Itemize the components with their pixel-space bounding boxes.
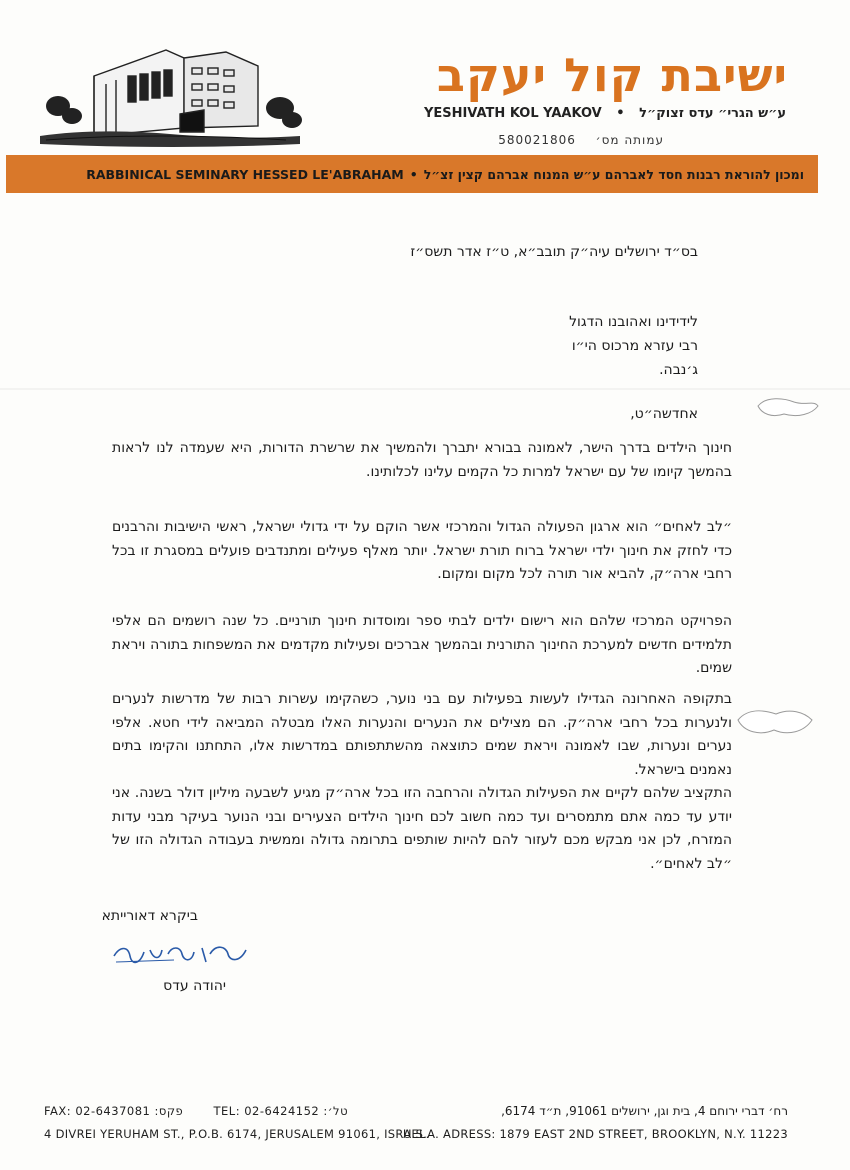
- signer-name: יהודה עדס: [163, 978, 226, 994]
- separator-dot: •: [616, 106, 625, 121]
- body-paragraph: התקציב שלהם לקיים את הפעילות הגדולה והרחבה הזו בכל ארה״ק מגיע לשבעה מיליון דולר בשנה. אני יודע עד כמה אתם מתמסרים ועד כמה חשוב לכם חינוך הילדים הצעירים ובני הנוער בעיקר מבני עדות המזרח, לכן אני מבקש מכם לעזור להם להיות שותפים בתרומה גדולה וממשית בעבודה הגדולה הזו של ״לב לאחים״.: [112, 785, 732, 872]
- paper-tear: [734, 702, 816, 742]
- body-paragraph: הפרויקט המרכזי שלהם הוא רישום ילדים לבתי ספר ומוסדות חינוך תורניים. כל שנה רושמים הם אלפי תלמידים חדשים למערכת החינוך התורנית ובהמשך אברכים ופעילות מקדמים את המשפחות בתורה ויראת שמים.: [112, 613, 732, 676]
- body-paragraph: חינוך הילדים בדרך הישר, לאמונה בבורא יתברך ולהמשיך את שרשרת הדורות, היא שעמדה לנו לראות בהמשך קיומו של עם ישראל למרות כל הקמים עלינו לכלותינו.: [112, 440, 732, 480]
- greeting: אחדשה״ט,: [630, 406, 698, 422]
- address-line: ג׳נבה.: [659, 362, 698, 378]
- band-english: RABBINICAL SEMINARY HESSED LE'ABRAHAM: [86, 166, 404, 182]
- yeshiva-title-hebrew: ישיבת קול יעקב: [436, 48, 788, 102]
- amuta-line: [498, 133, 664, 147]
- paper-tear: [754, 392, 822, 422]
- footer-usa-address: U.S.A. ADRESS: 1879 EAST 2ND STREET, BROOKLYN, N.Y. 11223: [402, 1127, 788, 1141]
- closing-line: ביקרא דאורייתא: [101, 908, 198, 924]
- body-paragraph: ״לב לאחים״ הוא ארגון הפעולה הגדול והמרכזי אשר הוקם על ידי גדולי ישראל, ראשי הישיבות והרבנים כדי לחזק את חינוך ילדי ישראל ברוח תורת ישראל. יותר מאלף פעילים ומתנדבים פועלים במסגרת זו בכל רחבי ארה״ק, להביא אור תורה לכל מקום ומקום.: [112, 519, 732, 582]
- amuta-label: עמותה מס׳: [595, 133, 664, 147]
- separator-dot: •: [409, 166, 418, 182]
- footer-fax: FAX: 02-6437081 :פקס: [44, 1104, 184, 1118]
- address-line: רבי עזרא מרכוס הי״ו: [571, 338, 698, 354]
- footer-tel: TEL: 02-6424152 :טל׳: [213, 1104, 349, 1118]
- amuta-number: 580021806: [498, 133, 576, 147]
- subtitle-english: YESHIVATH KOL YAAKOV: [423, 106, 602, 121]
- footer-english-address: 4 DIVREI YERUHAM ST., P.O.B. 6174, JERUSALEM 91061, ISRAEL.: [44, 1127, 430, 1141]
- paper-fold: [0, 388, 850, 390]
- subtitle-line: [424, 106, 786, 121]
- handwritten-signature: [110, 940, 250, 968]
- address-line: לידידינו ואהובנו הדגול: [569, 314, 698, 330]
- subtitle-hebrew: ע״ש הגרי״ עדס זצוק״ל: [639, 106, 786, 121]
- footer-contact: [44, 1104, 348, 1118]
- body-paragraph: בתקופה האחרונה הגדילו לעשות בפעילות עם בני נוער, כשהקימו עשרות רבות של מדרשות לנערים ולנערות בכל רחבי ארה״ק. הם מצילים את הנערים והנערות האלו מבטלה המביאה לידי חטא. אלפי נערים ונערות, שבו לאמונה ויראת שמים כתוצאה מהשתתפותם במדרשות אלו, התחתנו והקימו בתים נאמנים בישראל.: [112, 691, 732, 778]
- dateline: בס״ד ירושלים עיה״ק תובב״א, ט״ז אדר תשס״ז: [410, 244, 698, 260]
- seminary-band: [6, 155, 818, 193]
- building-logo: [36, 36, 304, 152]
- footer-hebrew-address: רח׳ דברי ירוחם 4, בית וגן, ירושלים 91061, ת״ד 6174,: [501, 1104, 788, 1118]
- band-hebrew: ומכון להוראת רבנות חסד לאברהם ע״ש המנוח אברהם קצין זצ״ל: [423, 166, 804, 182]
